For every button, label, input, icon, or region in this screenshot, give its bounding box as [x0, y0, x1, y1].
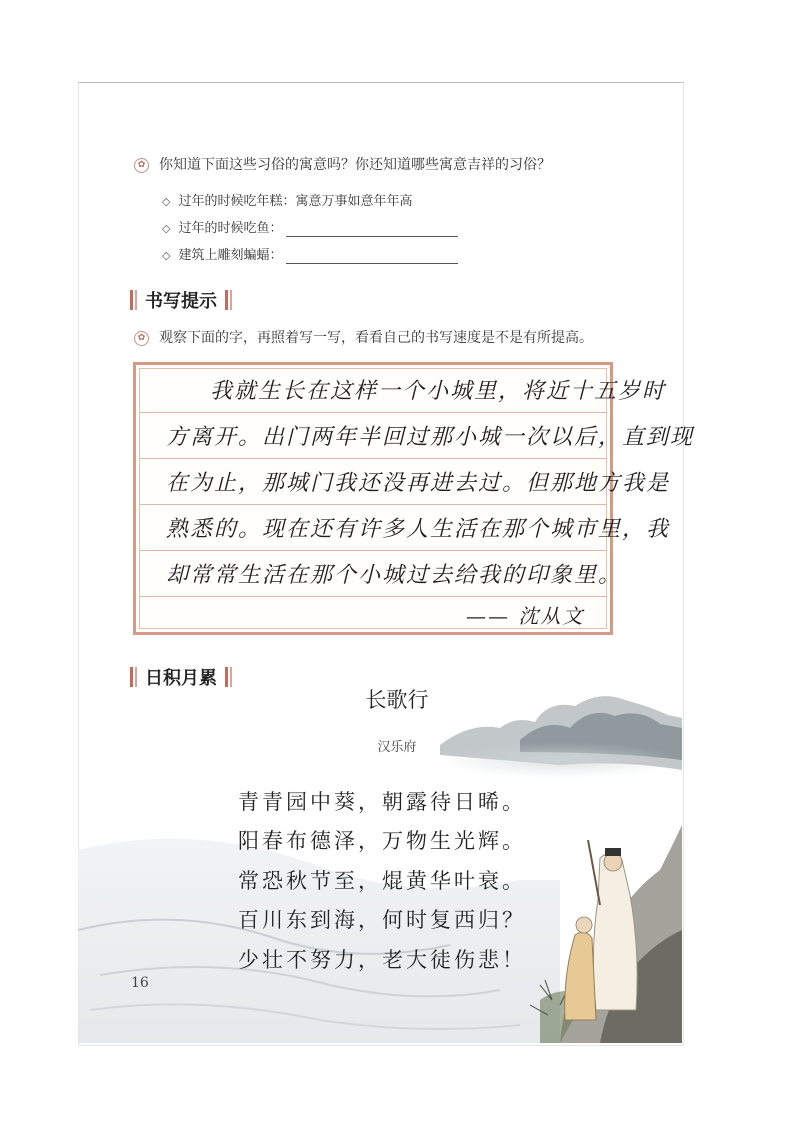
diamond-bullet-icon: ◇ [162, 195, 171, 208]
poem-line: 少壮不努力，老大徒伤悲！ [238, 948, 526, 972]
copy-line: 在为止，那城门我还没再进去过。但那地方我是 [166, 471, 671, 496]
answer-blank[interactable] [286, 222, 458, 237]
answer-blank[interactable] [286, 249, 458, 264]
section-title: 日积月累 [145, 668, 217, 689]
question-writing-text: 观察下面的字，再照着写一写，看看自己的书写速度是不是有所提高。 [159, 330, 593, 346]
question-icon: ✿ [134, 331, 149, 346]
poem-title: 长歌行 [365, 688, 429, 712]
copy-line: 方离开。出门两年半回过那小城一次以后，直到现 [166, 425, 695, 450]
page-number: 16 [131, 975, 149, 991]
copy-line: 熟悉的。现在还有许多人生活在那个城市里，我 [166, 517, 671, 542]
section-header-writing [130, 287, 232, 313]
section-title: 书写提示 [145, 291, 217, 312]
handwriting-copy-box [133, 362, 695, 635]
poem-line: 百川东到海，何时复西归？ [238, 908, 526, 932]
custom-item [162, 193, 413, 211]
poem-author: 汉乐府 [377, 740, 417, 755]
custom-label: 建筑上雕刻蝙蝠： [178, 248, 283, 263]
custom-label: 过年的时候吃年糕： [178, 194, 296, 209]
custom-item [162, 220, 458, 238]
diamond-bullet-icon: ◇ [162, 249, 171, 262]
poem-line: 青青园中葵，朝露待日晞。 [238, 790, 526, 814]
question-customs [134, 155, 551, 175]
poem-line: 阳春布德泽，万物生光辉。 [238, 829, 526, 853]
poem-line: 常恐秋节至，焜黄华叶衰。 [238, 869, 526, 893]
custom-label: 过年的时候吃鱼： [178, 221, 283, 236]
question-customs-text: 你知道下面这些习俗的寓意吗？你还知道哪些寓意吉祥的习俗？ [159, 157, 551, 173]
custom-meaning: 寓意万事如意年年高 [295, 194, 413, 209]
copy-line: 却常常生活在那个小城过去给我的印象里。 [166, 563, 623, 588]
copy-author: —— 沈从文 [466, 604, 585, 628]
question-icon: ✿ [134, 158, 149, 173]
question-writing [134, 328, 593, 348]
diamond-bullet-icon: ◇ [162, 222, 171, 235]
copy-line: 我就生长在这样一个小城里，将近十五岁时 [210, 379, 667, 404]
custom-item [162, 247, 458, 265]
